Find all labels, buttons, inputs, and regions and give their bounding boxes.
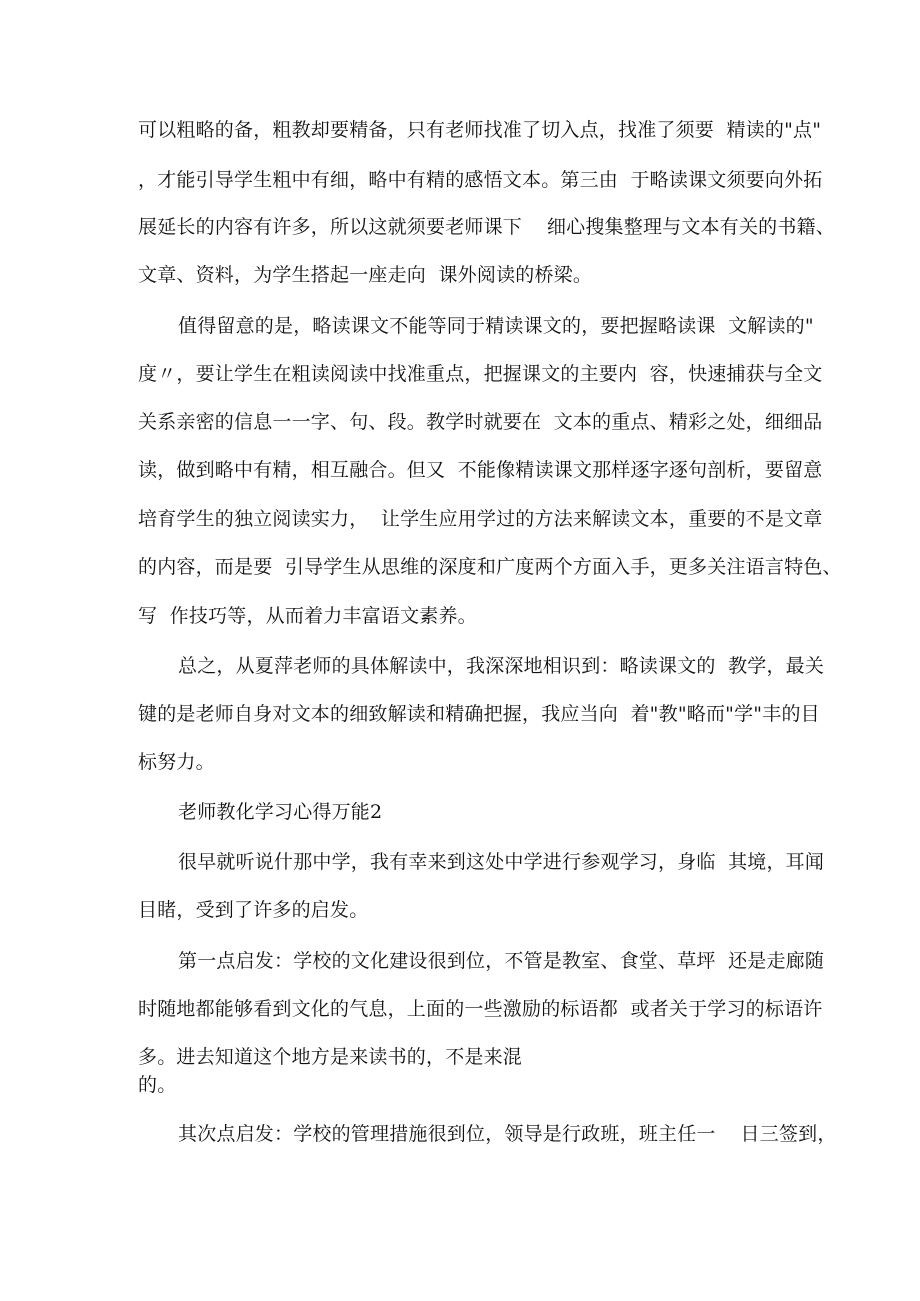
paragraph-5-line-4: 的。 bbox=[138, 1074, 177, 1096]
paragraph-3-line-3: 标努力。 bbox=[138, 751, 215, 773]
paragraph-4-line-1: 很早就听说什那中学，我有幸来到这处中学进行参观学习，身临 其境，耳闻 bbox=[178, 851, 825, 873]
paragraph-1-line-3: 展延长的内容有许多，所以这就须要老师课下 细心搜集整理与文本有关的书籍、 bbox=[138, 216, 835, 238]
section-heading: 老师教化学习心得万能2 bbox=[178, 801, 383, 823]
paragraph-1-line-4: 文章、资料，为学生搭起一座走向 课外阅读的桥梁。 bbox=[138, 264, 593, 286]
paragraph-2-line-7: 写 作技巧等，从而着力丰富语文素养。 bbox=[138, 605, 477, 627]
paragraph-6-line-1: 其次点启发：学校的管理措施很到位，领导是行政班，班主任一 日三签到， bbox=[178, 1123, 837, 1145]
paragraph-2-line-6: 的内容，而是要 引导学生从思维的深度和广度两个方面入手，更多关注语言特色、 bbox=[138, 556, 842, 578]
paragraph-2-line-2: 度〃，要让学生在粗读阅读中找准重点，把握课文的主要内 容，快速捕获与全文 bbox=[138, 363, 823, 385]
paragraph-4-line-2: 目睹，受到了许多的启发。 bbox=[138, 899, 369, 921]
paragraph-3-line-2: 键的是老师自身对文本的细致解读和精确把握，我应当向 着"教"略而"学"丰的目 bbox=[138, 703, 820, 725]
paragraph-5-line-3: 多。进去知道这个地方是来读书的，不是来混 bbox=[138, 1046, 523, 1068]
paragraph-5-line-2: 时随地都能够看到文化的气息，上面的一些激励的标语都 或者关于学习的标语许 bbox=[138, 998, 823, 1020]
paragraph-2-line-4: 读，做到略中有精，相互融合。但又 不能像精读课文那样逐字逐句剖析，要留意 bbox=[138, 459, 823, 481]
paragraph-2-line-3: 关系亲密的信息一一字、句、段。教学时就要在 文本的重点、精彩之处，细细品 bbox=[138, 411, 823, 433]
paragraph-1-line-1: 可以粗略的备，粗教却要精备，只有老师找准了切入点，找准了须要 精读的"点" bbox=[138, 119, 822, 141]
paragraph-1-line-2: ，才能引导学生粗中有细，略中有精的感悟文本。第三由 于略读课文须要向外拓 bbox=[138, 169, 823, 191]
paragraph-5-line-1: 第一点启发：学校的文化建设很到位，不管是教室、食堂、草坪 还是走廊随 bbox=[178, 950, 825, 972]
paragraph-3-line-1: 总之，从夏萍老师的具体解读中，我深深地相识到：略读课文的 教学，最关 bbox=[178, 655, 825, 677]
paragraph-2-line-1: 值得留意的是，略读课文不能等同于精读课文的，要把握略读课 文解读的" bbox=[178, 315, 814, 337]
paragraph-2-line-5: 培育学生的独立阅读实力， 让学生应用学过的方法来解读文本，重要的不是文章 bbox=[138, 508, 823, 530]
